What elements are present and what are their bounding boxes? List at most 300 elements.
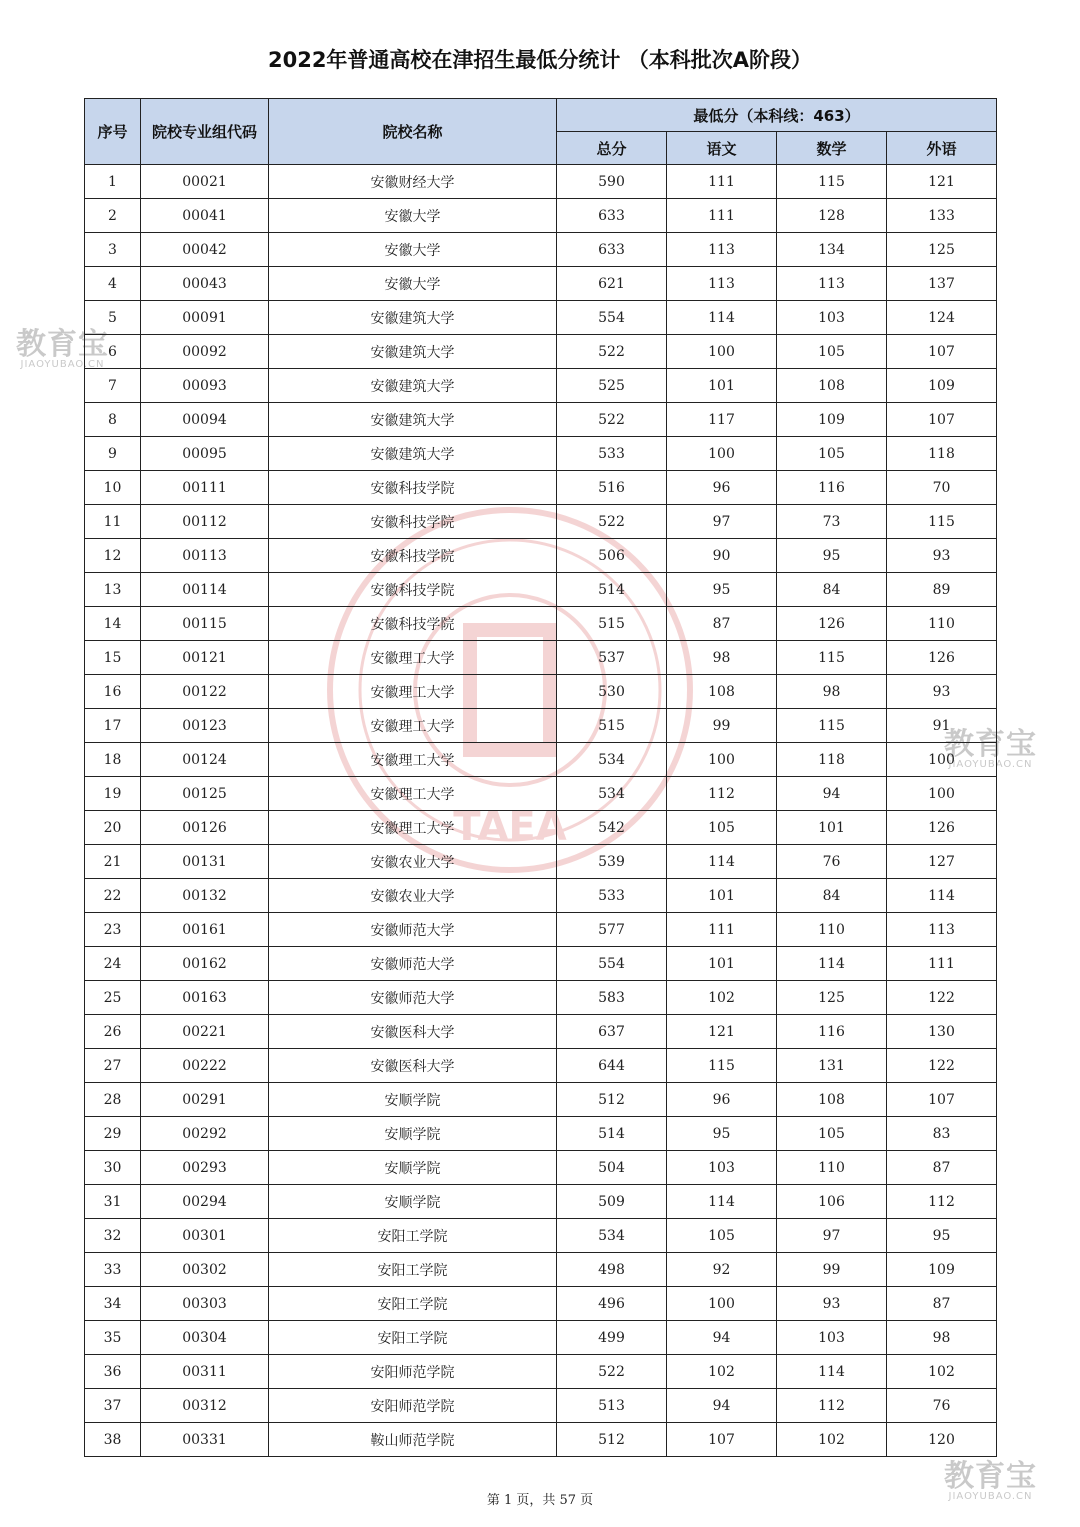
- cell-total: 515: [557, 607, 667, 641]
- cell-math: 134: [777, 233, 887, 267]
- cell-code: 00122: [141, 675, 269, 709]
- cell-total: 515: [557, 709, 667, 743]
- table-row: [85, 709, 997, 743]
- cell-chinese: 114: [667, 845, 777, 879]
- cell-foreign: 107: [887, 335, 997, 369]
- cell-math: 106: [777, 1185, 887, 1219]
- cell-code: 00304: [141, 1321, 269, 1355]
- cell-total: 633: [557, 233, 667, 267]
- cell-school-name: 安徽建筑大学: [269, 369, 557, 403]
- cell-code: 00042: [141, 233, 269, 267]
- cell-school-name: 安徽建筑大学: [269, 403, 557, 437]
- cell-math: 101: [777, 811, 887, 845]
- cell-total: 522: [557, 335, 667, 369]
- cell-seq: 38: [85, 1423, 141, 1457]
- cell-seq: 32: [85, 1219, 141, 1253]
- cell-seq: 14: [85, 607, 141, 641]
- cell-chinese: 100: [667, 743, 777, 777]
- cell-seq: 20: [85, 811, 141, 845]
- cell-foreign: 114: [887, 879, 997, 913]
- cell-chinese: 111: [667, 913, 777, 947]
- cell-school-name: 安徽建筑大学: [269, 437, 557, 471]
- cell-math: 102: [777, 1423, 887, 1457]
- cell-foreign: 115: [887, 505, 997, 539]
- cell-chinese: 102: [667, 1355, 777, 1389]
- cell-chinese: 112: [667, 777, 777, 811]
- cell-total: 530: [557, 675, 667, 709]
- cell-seq: 24: [85, 947, 141, 981]
- cell-code: 00301: [141, 1219, 269, 1253]
- cell-total: 516: [557, 471, 667, 505]
- cell-code: 00291: [141, 1083, 269, 1117]
- cell-school-name: 安徽理工大学: [269, 777, 557, 811]
- table-header: [85, 99, 997, 165]
- table-row: [85, 607, 997, 641]
- cell-seq: 1: [85, 165, 141, 199]
- cell-math: 94: [777, 777, 887, 811]
- table-row: [85, 777, 997, 811]
- cell-foreign: 120: [887, 1423, 997, 1457]
- cell-foreign: 70: [887, 471, 997, 505]
- col-header-foreign: 外语: [887, 132, 997, 165]
- cell-math: 76: [777, 845, 887, 879]
- cell-seq: 28: [85, 1083, 141, 1117]
- cell-school-name: 安徽师范大学: [269, 981, 557, 1015]
- cell-code: 00303: [141, 1287, 269, 1321]
- cell-seq: 23: [85, 913, 141, 947]
- cell-foreign: 91: [887, 709, 997, 743]
- cell-math: 84: [777, 879, 887, 913]
- table-row: [85, 471, 997, 505]
- cell-total: 534: [557, 1219, 667, 1253]
- cell-math: 105: [777, 335, 887, 369]
- cell-total: 506: [557, 539, 667, 573]
- cell-foreign: 122: [887, 981, 997, 1015]
- cell-total: 533: [557, 437, 667, 471]
- table-row: [85, 1423, 997, 1457]
- cell-foreign: 109: [887, 1253, 997, 1287]
- cell-school-name: 安徽科技学院: [269, 607, 557, 641]
- logo-watermark-text: 教育宝: [16, 327, 109, 362]
- cell-seq: 3: [85, 233, 141, 267]
- cell-school-name: 安阳工学院: [269, 1253, 557, 1287]
- table-row: [85, 369, 997, 403]
- cell-school-name: 安徽农业大学: [269, 879, 557, 913]
- cell-school-name: 安徽医科大学: [269, 1049, 557, 1083]
- cell-chinese: 95: [667, 1117, 777, 1151]
- cell-chinese: 98: [667, 641, 777, 675]
- cell-code: 00132: [141, 879, 269, 913]
- cell-school-name: 安徽师范大学: [269, 947, 557, 981]
- cell-seq: 25: [85, 981, 141, 1015]
- cell-code: 00123: [141, 709, 269, 743]
- cell-total: 496: [557, 1287, 667, 1321]
- cell-seq: 9: [85, 437, 141, 471]
- cell-school-name: 安徽建筑大学: [269, 301, 557, 335]
- cell-math: 125: [777, 981, 887, 1015]
- cell-school-name: 安阳工学院: [269, 1321, 557, 1355]
- cell-chinese: 96: [667, 471, 777, 505]
- score-table: [84, 98, 997, 1457]
- cell-math: 128: [777, 199, 887, 233]
- col-header-chinese: 语文: [667, 132, 777, 165]
- cell-total: 533: [557, 879, 667, 913]
- cell-foreign: 121: [887, 165, 997, 199]
- table-row: [85, 1151, 997, 1185]
- cell-code: 00125: [141, 777, 269, 811]
- cell-foreign: 122: [887, 1049, 997, 1083]
- cell-foreign: 93: [887, 675, 997, 709]
- cell-foreign: 137: [887, 267, 997, 301]
- cell-foreign: 107: [887, 1083, 997, 1117]
- cell-school-name: 安顺学院: [269, 1117, 557, 1151]
- cell-foreign: 76: [887, 1389, 997, 1423]
- cell-code: 00021: [141, 165, 269, 199]
- cell-total: 514: [557, 573, 667, 607]
- cell-seq: 18: [85, 743, 141, 777]
- cell-school-name: 安徽建筑大学: [269, 335, 557, 369]
- table-row: [85, 845, 997, 879]
- cell-foreign: 133: [887, 199, 997, 233]
- page-title: 2022年普通高校在津招生最低分统计 （本科批次A阶段）: [267, 48, 812, 72]
- cell-total: 514: [557, 1117, 667, 1151]
- col-header-name: 院校名称: [269, 99, 557, 165]
- table-row: [85, 1253, 997, 1287]
- cell-chinese: 115: [667, 1049, 777, 1083]
- cell-total: 499: [557, 1321, 667, 1355]
- cell-total: 537: [557, 641, 667, 675]
- cell-math: 110: [777, 913, 887, 947]
- cell-school-name: 安顺学院: [269, 1083, 557, 1117]
- cell-school-name: 安阳工学院: [269, 1219, 557, 1253]
- cell-code: 00091: [141, 301, 269, 335]
- cell-code: 00041: [141, 199, 269, 233]
- cell-foreign: 130: [887, 1015, 997, 1049]
- cell-seq: 30: [85, 1151, 141, 1185]
- table-row: [85, 1219, 997, 1253]
- cell-seq: 22: [85, 879, 141, 913]
- cell-seq: 21: [85, 845, 141, 879]
- cell-chinese: 101: [667, 947, 777, 981]
- cell-school-name: 安徽科技学院: [269, 505, 557, 539]
- cell-code: 00292: [141, 1117, 269, 1151]
- cell-code: 00121: [141, 641, 269, 675]
- cell-foreign: 102: [887, 1355, 997, 1389]
- cell-chinese: 94: [667, 1389, 777, 1423]
- cell-code: 00293: [141, 1151, 269, 1185]
- table-row: [85, 1083, 997, 1117]
- cell-foreign: 95: [887, 1219, 997, 1253]
- cell-seq: 17: [85, 709, 141, 743]
- table-row: [85, 981, 997, 1015]
- cell-code: 00111: [141, 471, 269, 505]
- cell-math: 95: [777, 539, 887, 573]
- cell-code: 00163: [141, 981, 269, 1015]
- cell-chinese: 108: [667, 675, 777, 709]
- cell-seq: 10: [85, 471, 141, 505]
- col-header-math: 数学: [777, 132, 887, 165]
- col-header-min-score: 最低分（本科线：463）: [557, 99, 997, 132]
- cell-school-name: 安徽大学: [269, 267, 557, 301]
- cell-math: 115: [777, 165, 887, 199]
- cell-school-name: 安徽科技学院: [269, 471, 557, 505]
- table-row: [85, 573, 997, 607]
- cell-math: 114: [777, 947, 887, 981]
- table-row: [85, 1185, 997, 1219]
- cell-chinese: 101: [667, 369, 777, 403]
- cell-math: 126: [777, 607, 887, 641]
- cell-chinese: 105: [667, 811, 777, 845]
- table-row: [85, 403, 997, 437]
- cell-code: 00161: [141, 913, 269, 947]
- logo-watermark-url: JIAOYUBAO.CN: [948, 759, 1033, 770]
- cell-foreign: 118: [887, 437, 997, 471]
- cell-school-name: 安徽理工大学: [269, 709, 557, 743]
- cell-chinese: 97: [667, 505, 777, 539]
- cell-total: 522: [557, 505, 667, 539]
- cell-seq: 11: [85, 505, 141, 539]
- cell-seq: 5: [85, 301, 141, 335]
- cell-school-name: 安徽财经大学: [269, 165, 557, 199]
- cell-school-name: 安徽理工大学: [269, 811, 557, 845]
- cell-seq: 31: [85, 1185, 141, 1219]
- table-row: [85, 1015, 997, 1049]
- table-body: [85, 165, 997, 1457]
- cell-total: 522: [557, 403, 667, 437]
- cell-chinese: 102: [667, 981, 777, 1015]
- cell-chinese: 113: [667, 267, 777, 301]
- cell-total: 512: [557, 1083, 667, 1117]
- cell-total: 522: [557, 1355, 667, 1389]
- cell-chinese: 101: [667, 879, 777, 913]
- cell-foreign: 126: [887, 641, 997, 675]
- cell-code: 00114: [141, 573, 269, 607]
- table-row: [85, 199, 997, 233]
- cell-chinese: 111: [667, 199, 777, 233]
- cell-math: 115: [777, 709, 887, 743]
- cell-code: 00302: [141, 1253, 269, 1287]
- table-row: [85, 437, 997, 471]
- cell-chinese: 100: [667, 1287, 777, 1321]
- cell-seq: 8: [85, 403, 141, 437]
- cell-math: 105: [777, 1117, 887, 1151]
- table-row: [85, 505, 997, 539]
- cell-foreign: 100: [887, 743, 997, 777]
- cell-school-name: 安徽医科大学: [269, 1015, 557, 1049]
- logo-watermark-url: JIAOYUBAO.CN: [948, 1491, 1033, 1502]
- cell-seq: 26: [85, 1015, 141, 1049]
- cell-chinese: 111: [667, 165, 777, 199]
- table-row: [85, 1355, 997, 1389]
- cell-total: 590: [557, 165, 667, 199]
- cell-math: 112: [777, 1389, 887, 1423]
- cell-foreign: 83: [887, 1117, 997, 1151]
- cell-foreign: 89: [887, 573, 997, 607]
- cell-total: 534: [557, 743, 667, 777]
- table-row: [85, 165, 997, 199]
- cell-total: 577: [557, 913, 667, 947]
- table-row: [85, 1117, 997, 1151]
- table-row: [85, 879, 997, 913]
- table-row: [85, 1049, 997, 1083]
- cell-math: 103: [777, 1321, 887, 1355]
- cell-foreign: 125: [887, 233, 997, 267]
- cell-foreign: 112: [887, 1185, 997, 1219]
- cell-seq: 19: [85, 777, 141, 811]
- cell-chinese: 103: [667, 1151, 777, 1185]
- cell-total: 621: [557, 267, 667, 301]
- table-row: [85, 675, 997, 709]
- cell-chinese: 94: [667, 1321, 777, 1355]
- cell-total: 513: [557, 1389, 667, 1423]
- cell-chinese: 107: [667, 1423, 777, 1457]
- cell-code: 00112: [141, 505, 269, 539]
- cell-total: 539: [557, 845, 667, 879]
- cell-total: 637: [557, 1015, 667, 1049]
- cell-code: 00043: [141, 267, 269, 301]
- seal-text: TAEA: [453, 804, 567, 850]
- cell-total: 542: [557, 811, 667, 845]
- cell-code: 00221: [141, 1015, 269, 1049]
- cell-total: 512: [557, 1423, 667, 1457]
- cell-total: 525: [557, 369, 667, 403]
- cell-seq: 35: [85, 1321, 141, 1355]
- cell-seq: 12: [85, 539, 141, 573]
- cell-code: 00124: [141, 743, 269, 777]
- cell-chinese: 90: [667, 539, 777, 573]
- cell-chinese: 87: [667, 607, 777, 641]
- cell-seq: 36: [85, 1355, 141, 1389]
- cell-code: 00131: [141, 845, 269, 879]
- cell-foreign: 124: [887, 301, 997, 335]
- cell-school-name: 安徽大学: [269, 233, 557, 267]
- cell-total: 509: [557, 1185, 667, 1219]
- cell-seq: 33: [85, 1253, 141, 1287]
- table-row: [85, 743, 997, 777]
- table-row: [85, 1389, 997, 1423]
- col-header-total: 总分: [557, 132, 667, 165]
- cell-foreign: 100: [887, 777, 997, 811]
- table-row: [85, 641, 997, 675]
- cell-math: 131: [777, 1049, 887, 1083]
- table-row: [85, 233, 997, 267]
- table-row: [85, 811, 997, 845]
- cell-chinese: 114: [667, 301, 777, 335]
- cell-total: 534: [557, 777, 667, 811]
- cell-foreign: 110: [887, 607, 997, 641]
- cell-code: 00115: [141, 607, 269, 641]
- logo-watermark-url: JIAOYUBAO.CN: [20, 359, 105, 370]
- cell-school-name: 安阳师范学院: [269, 1355, 557, 1389]
- cell-math: 118: [777, 743, 887, 777]
- cell-math: 116: [777, 1015, 887, 1049]
- cell-seq: 7: [85, 369, 141, 403]
- cell-foreign: 93: [887, 539, 997, 573]
- cell-code: 00126: [141, 811, 269, 845]
- cell-math: 84: [777, 573, 887, 607]
- cell-seq: 4: [85, 267, 141, 301]
- cell-foreign: 98: [887, 1321, 997, 1355]
- table-row: [85, 335, 997, 369]
- logo-watermark-text: 教育宝: [944, 727, 1037, 762]
- cell-school-name: 鞍山师范学院: [269, 1423, 557, 1457]
- cell-chinese: 105: [667, 1219, 777, 1253]
- cell-foreign: 87: [887, 1151, 997, 1185]
- table-row: [85, 539, 997, 573]
- logo-watermark-text: 教育宝: [944, 1459, 1037, 1494]
- table-row: [85, 1321, 997, 1355]
- cell-school-name: 安阳师范学院: [269, 1389, 557, 1423]
- cell-math: 113: [777, 267, 887, 301]
- cell-foreign: 113: [887, 913, 997, 947]
- col-header-seq: 序号: [85, 99, 141, 165]
- cell-school-name: 安顺学院: [269, 1185, 557, 1219]
- cell-chinese: 95: [667, 573, 777, 607]
- cell-code: 00092: [141, 335, 269, 369]
- cell-school-name: 安顺学院: [269, 1151, 557, 1185]
- table-row: [85, 913, 997, 947]
- cell-foreign: 111: [887, 947, 997, 981]
- cell-seq: 37: [85, 1389, 141, 1423]
- cell-foreign: 107: [887, 403, 997, 437]
- cell-code: 00093: [141, 369, 269, 403]
- col-header-code: 院校专业组代码: [141, 99, 269, 165]
- cell-school-name: 安徽理工大学: [269, 743, 557, 777]
- cell-math: 103: [777, 301, 887, 335]
- table-row: [85, 301, 997, 335]
- cell-math: 73: [777, 505, 887, 539]
- cell-foreign: 109: [887, 369, 997, 403]
- cell-code: 00331: [141, 1423, 269, 1457]
- cell-code: 00311: [141, 1355, 269, 1389]
- cell-chinese: 121: [667, 1015, 777, 1049]
- cell-math: 97: [777, 1219, 887, 1253]
- cell-foreign: 127: [887, 845, 997, 879]
- cell-math: 108: [777, 1083, 887, 1117]
- cell-code: 00162: [141, 947, 269, 981]
- table-row: [85, 947, 997, 981]
- cell-chinese: 113: [667, 233, 777, 267]
- cell-total: 504: [557, 1151, 667, 1185]
- table-row: [85, 267, 997, 301]
- cell-total: 554: [557, 947, 667, 981]
- cell-school-name: 安徽理工大学: [269, 641, 557, 675]
- cell-school-name: 安徽理工大学: [269, 675, 557, 709]
- cell-chinese: 117: [667, 403, 777, 437]
- cell-math: 98: [777, 675, 887, 709]
- cell-seq: 13: [85, 573, 141, 607]
- cell-chinese: 114: [667, 1185, 777, 1219]
- cell-total: 583: [557, 981, 667, 1015]
- cell-seq: 6: [85, 335, 141, 369]
- cell-total: 554: [557, 301, 667, 335]
- cell-total: 644: [557, 1049, 667, 1083]
- cell-school-name: 安徽农业大学: [269, 845, 557, 879]
- cell-total: 633: [557, 199, 667, 233]
- cell-seq: 27: [85, 1049, 141, 1083]
- cell-seq: 16: [85, 675, 141, 709]
- cell-seq: 34: [85, 1287, 141, 1321]
- cell-math: 109: [777, 403, 887, 437]
- table-row: [85, 1287, 997, 1321]
- cell-code: 00294: [141, 1185, 269, 1219]
- cell-math: 105: [777, 437, 887, 471]
- cell-math: 115: [777, 641, 887, 675]
- cell-chinese: 96: [667, 1083, 777, 1117]
- cell-math: 99: [777, 1253, 887, 1287]
- cell-math: 110: [777, 1151, 887, 1185]
- cell-school-name: 安徽师范大学: [269, 913, 557, 947]
